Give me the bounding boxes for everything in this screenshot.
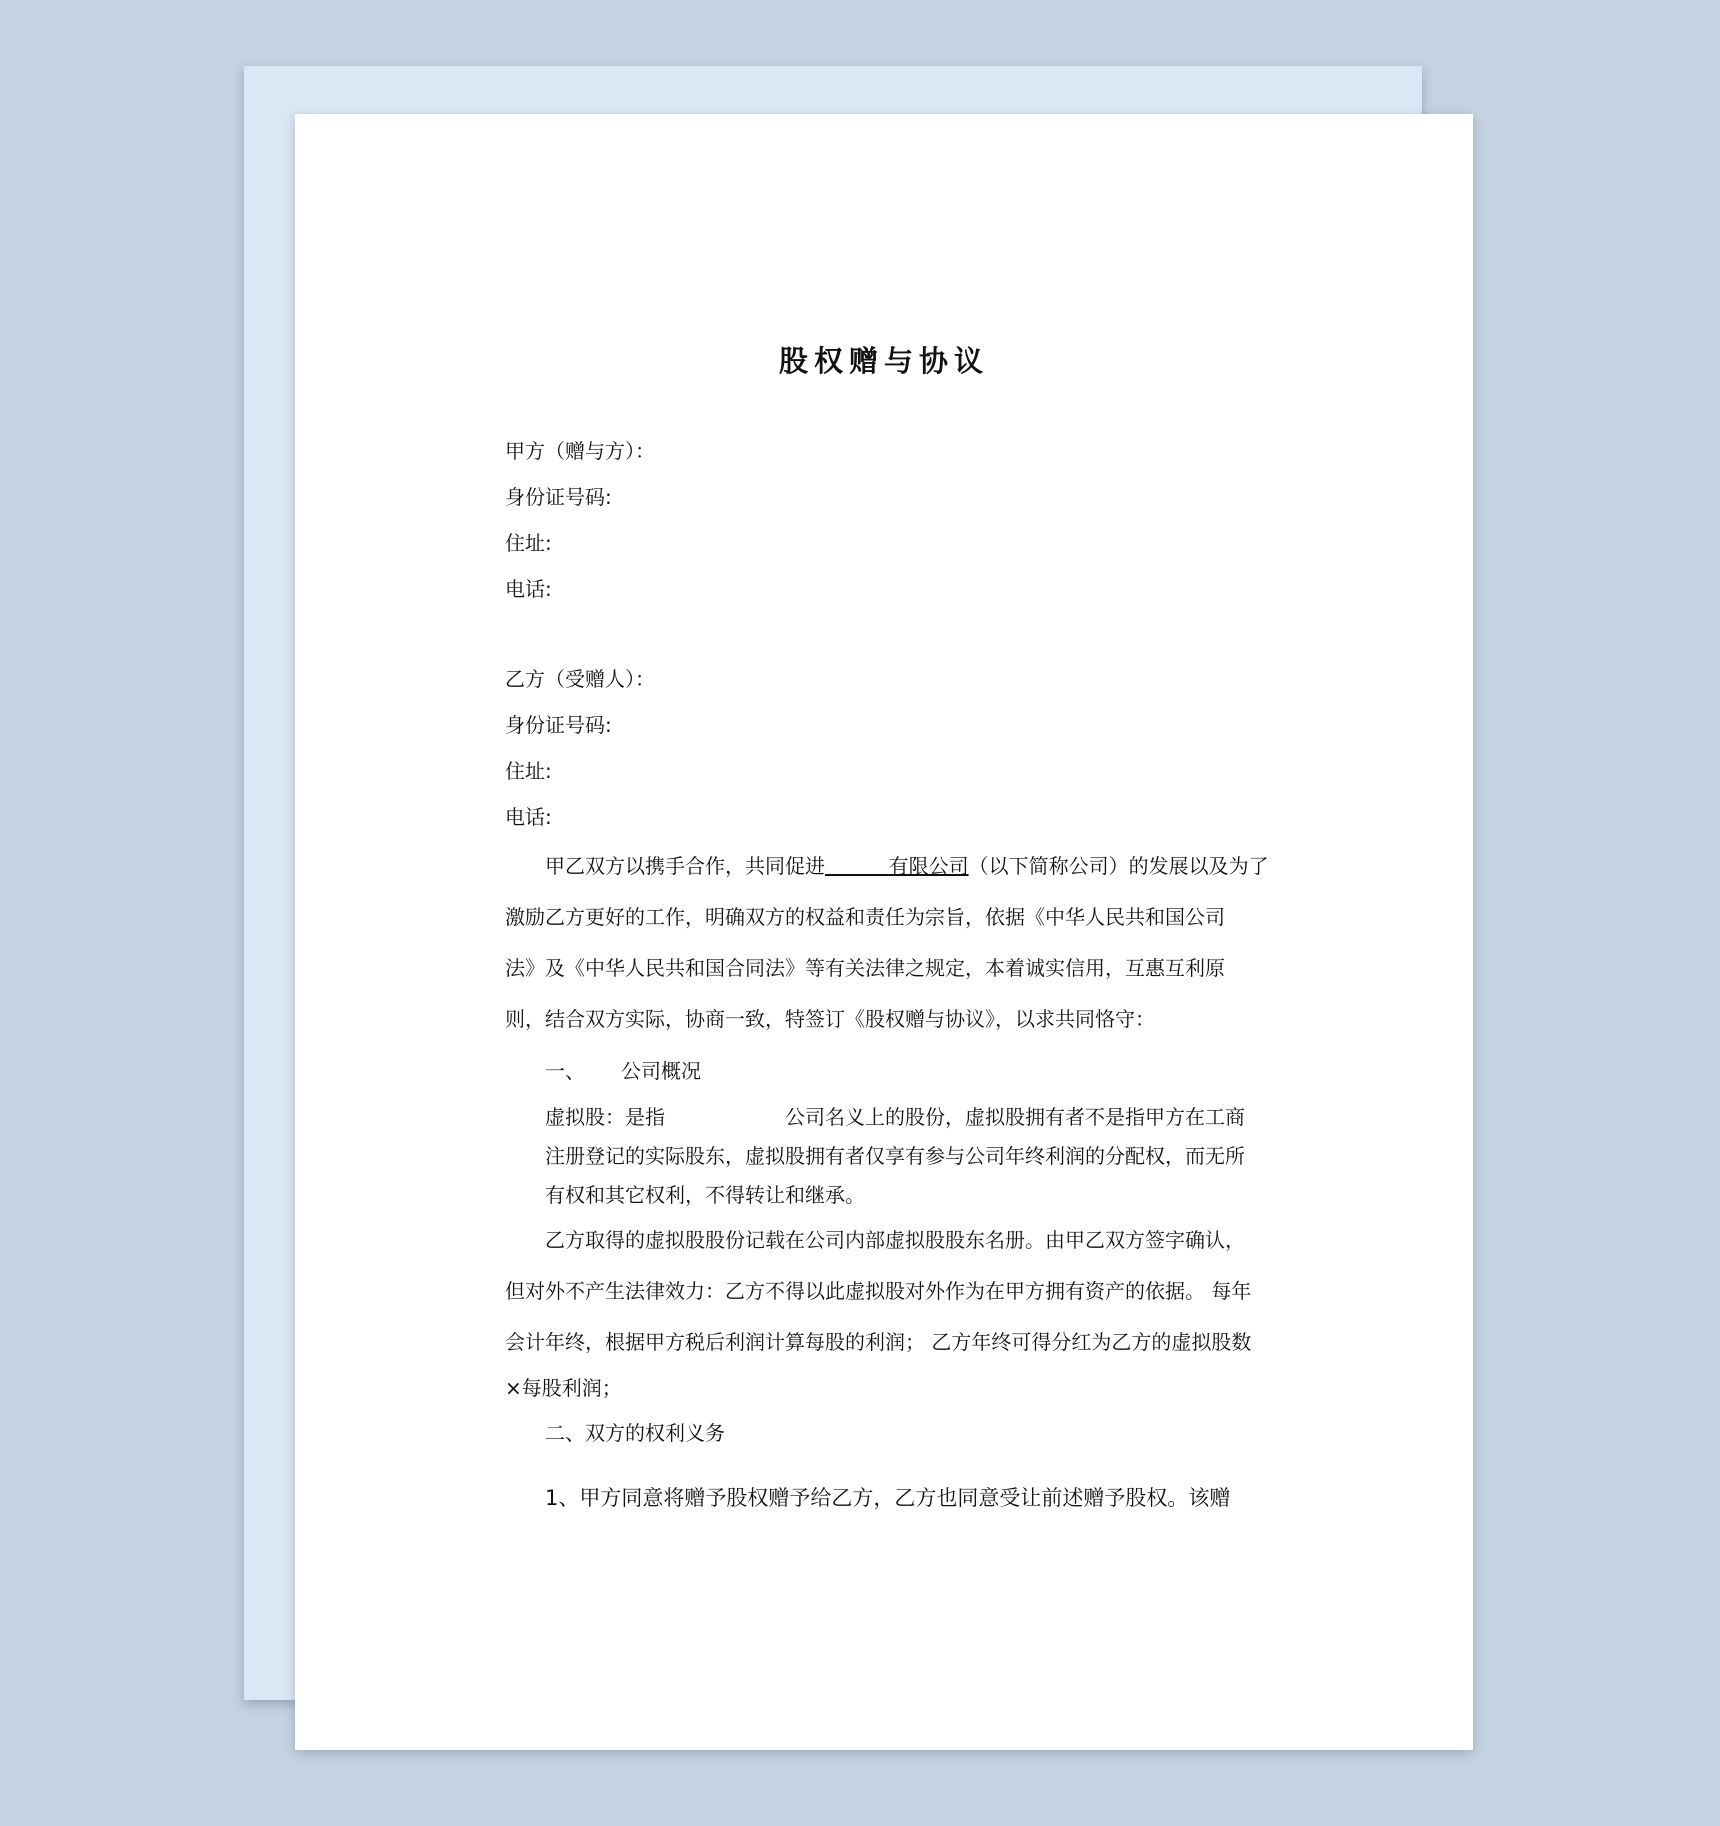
document-title: 股权赠与协议 [778, 344, 989, 378]
party-b-address-label: 住址: [505, 759, 552, 783]
party-a-phone-label: 电话: [505, 577, 552, 601]
section-2-title: 二、双方的权利义务 [545, 1421, 725, 1445]
party-a-address-label: 住址: [505, 531, 552, 555]
intro-line-3: 法》及《中华人民共和国合同法》等有关法律之规定，本着诚实信用，互惠互利原 [505, 956, 1225, 980]
company-suffix: 有限公司 [888, 854, 969, 878]
section-1-title: 公司概况 [621, 1059, 701, 1083]
section-1-p2-line-3: 会计年终，根据甲方税后利润计算每股的利润； 乙方年终可得分红为乙方的虚拟股数 [505, 1330, 1252, 1354]
virtual-share-definition: 公司名义上的股份，虚拟股拥有者不是指甲方在工商 [785, 1105, 1245, 1129]
section-1-p1-line-1 [545, 1101, 1245, 1130]
intro-line-2: 激励乙方更好的工作，明确双方的权益和责任为宗旨，依据《中华人民共和国公司 [505, 905, 1225, 929]
intro-line-1-end: （以下简称公司）的发展以及为了 [968, 854, 1269, 878]
section-1-p2-line-2: 但对外不产生法律效力：乙方不得以此虚拟股对外作为在甲方拥有资产的依据。 每年 [505, 1279, 1252, 1303]
document-page [295, 114, 1473, 1750]
section-1-p2-line-4: ×每股利润； [505, 1376, 622, 1400]
section-1-number: 一、 [545, 1059, 585, 1083]
virtual-share-term: 虚拟股：是指 [545, 1105, 665, 1129]
party-b-phone-label: 电话: [505, 805, 552, 829]
intro-line-4: 则，结合双方实际，协商一致，特签订《股权赠与协议》，以求共同恪守： [505, 1007, 1155, 1031]
section-1-p1-line-2: 注册登记的实际股东，虚拟股拥有者仅享有参与公司年终利润的分配权，而无所 [545, 1144, 1245, 1168]
party-a-id-label: 身份证号码: [505, 485, 612, 509]
section-1-p2-line-1: 乙方取得的虚拟股股份记载在公司内部虚拟股股东名册。由甲乙双方签字确认， [545, 1228, 1245, 1252]
party-b-id-label: 身份证号码: [505, 713, 612, 737]
company-name-blank [825, 854, 969, 878]
party-b-heading: 乙方（受赠人）： [505, 667, 655, 691]
party-a-heading: 甲方（赠与方）： [505, 439, 655, 463]
intro-line-1 [545, 850, 1269, 879]
intro-line-1-start: 甲乙双方以携手合作，共同促进 [545, 854, 825, 878]
section-1-heading [545, 1055, 701, 1084]
section-1-p1-line-3: 有权和其它权利，不得转让和继承。 [545, 1183, 865, 1207]
section-2-item-1: 1、甲方同意将赠予股权赠予给乙方，乙方也同意受让前述赠予股权。该赠 [545, 1486, 1231, 1510]
